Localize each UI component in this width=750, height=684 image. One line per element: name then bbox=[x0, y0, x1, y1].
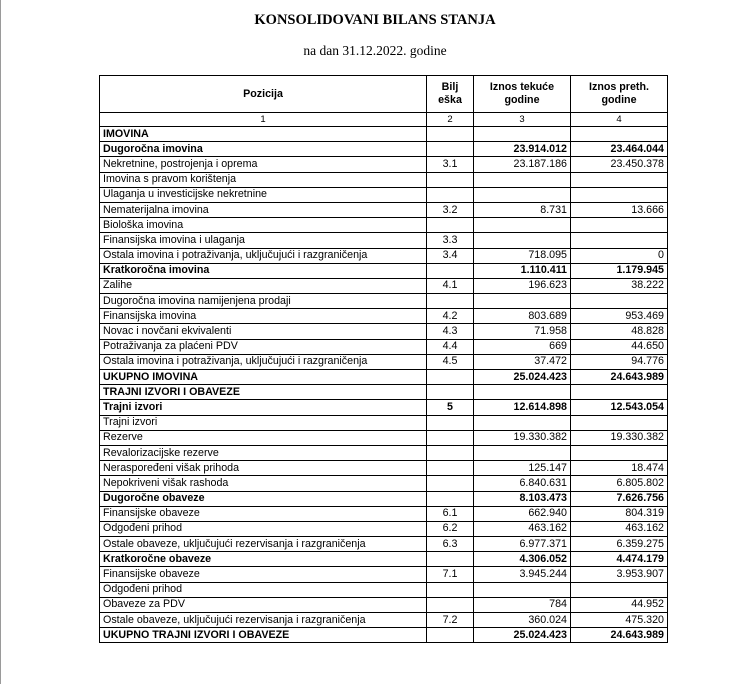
table-row bbox=[100, 324, 668, 339]
row-note bbox=[427, 628, 474, 643]
row-current-amount: 6.840.631 bbox=[474, 476, 571, 491]
table-row bbox=[100, 218, 668, 233]
table-row bbox=[100, 400, 668, 415]
row-label: Finansijska imovina bbox=[100, 309, 427, 324]
row-note: 3.2 bbox=[427, 202, 474, 217]
row-label: Dugoročna imovina bbox=[100, 142, 427, 157]
row-previous-amount: 44.650 bbox=[571, 339, 668, 354]
row-note bbox=[427, 172, 474, 187]
table-row bbox=[100, 491, 668, 506]
row-note bbox=[427, 370, 474, 385]
table-row bbox=[100, 233, 668, 248]
row-label: IMOVINA bbox=[100, 127, 427, 142]
row-current-amount: 718.095 bbox=[474, 248, 571, 263]
row-previous-amount: 7.626.756 bbox=[571, 491, 668, 506]
row-label: Ulaganja u investicijske nekretnine bbox=[100, 187, 427, 202]
row-current-amount: 6.977.371 bbox=[474, 537, 571, 552]
row-current-amount: 3.945.244 bbox=[474, 567, 571, 582]
row-label: Nepokriveni višak rashoda bbox=[100, 476, 427, 491]
row-previous-amount: 24.643.989 bbox=[571, 628, 668, 643]
row-note: 4.2 bbox=[427, 309, 474, 324]
row-label: Revalorizacijske rezerve bbox=[100, 445, 427, 460]
table-row bbox=[100, 157, 668, 172]
row-previous-amount: 6.805.802 bbox=[571, 476, 668, 491]
page-title: KONSOLIDOVANI BILANS STANJA bbox=[254, 12, 496, 28]
table-row bbox=[100, 628, 668, 643]
row-current-amount: 23.187.186 bbox=[474, 157, 571, 172]
table-row bbox=[100, 537, 668, 552]
row-previous-amount bbox=[571, 233, 668, 248]
row-current-amount bbox=[474, 415, 571, 430]
row-note bbox=[427, 430, 474, 445]
table-row bbox=[100, 354, 668, 369]
row-current-amount: 4.306.052 bbox=[474, 552, 571, 567]
column-index: 4 bbox=[571, 113, 668, 127]
column-index: 2 bbox=[427, 113, 474, 127]
row-label: UKUPNO TRAJNI IZVORI I OBAVEZE bbox=[100, 628, 427, 643]
row-label: Zalihe bbox=[100, 278, 427, 293]
row-note bbox=[427, 218, 474, 233]
table-row bbox=[100, 187, 668, 202]
row-label: Trajni izvori bbox=[100, 415, 427, 430]
row-note: 4.5 bbox=[427, 354, 474, 369]
table-row bbox=[100, 415, 668, 430]
row-note: 7.1 bbox=[427, 567, 474, 582]
row-label: Obaveze za PDV bbox=[100, 597, 427, 612]
row-note bbox=[427, 294, 474, 309]
row-current-amount: 803.689 bbox=[474, 309, 571, 324]
table-row bbox=[100, 613, 668, 628]
row-previous-amount: 12.543.054 bbox=[571, 400, 668, 415]
row-label: Biološka imovina bbox=[100, 218, 427, 233]
row-previous-amount: 3.953.907 bbox=[571, 567, 668, 582]
row-note bbox=[427, 476, 474, 491]
row-previous-amount bbox=[571, 445, 668, 460]
row-previous-amount: 94.776 bbox=[571, 354, 668, 369]
row-note bbox=[427, 385, 474, 400]
table-row bbox=[100, 172, 668, 187]
row-note bbox=[427, 127, 474, 142]
table-row bbox=[100, 385, 668, 400]
table-row bbox=[100, 461, 668, 476]
header-note: Bilj eška bbox=[427, 76, 474, 113]
row-previous-amount bbox=[571, 385, 668, 400]
row-current-amount: 463.162 bbox=[474, 521, 571, 536]
row-current-amount bbox=[474, 172, 571, 187]
row-current-amount bbox=[474, 127, 571, 142]
row-note bbox=[427, 597, 474, 612]
row-current-amount: 19.330.382 bbox=[474, 430, 571, 445]
row-note bbox=[427, 415, 474, 430]
row-label: Imovina s pravom korištenja bbox=[100, 172, 427, 187]
row-label: Nematerijalna imovina bbox=[100, 202, 427, 217]
row-label: Dugoročne obaveze bbox=[100, 491, 427, 506]
row-previous-amount: 19.330.382 bbox=[571, 430, 668, 445]
header-current-year: Iznos tekuće godine bbox=[474, 76, 571, 113]
table-body bbox=[100, 127, 668, 643]
row-note: 6.2 bbox=[427, 521, 474, 536]
table-row bbox=[100, 552, 668, 567]
row-note bbox=[427, 582, 474, 597]
row-previous-amount: 24.643.989 bbox=[571, 370, 668, 385]
row-label: Kratkoročne obaveze bbox=[100, 552, 427, 567]
table-row bbox=[100, 278, 668, 293]
table-row bbox=[100, 370, 668, 385]
row-label: Rezerve bbox=[100, 430, 427, 445]
row-previous-amount: 38.222 bbox=[571, 278, 668, 293]
row-current-amount: 662.940 bbox=[474, 506, 571, 521]
row-note bbox=[427, 491, 474, 506]
row-current-amount: 1.110.411 bbox=[474, 263, 571, 278]
row-note: 3.3 bbox=[427, 233, 474, 248]
row-label: Finansijske obaveze bbox=[100, 506, 427, 521]
row-label: Odgođeni prihod bbox=[100, 521, 427, 536]
row-previous-amount bbox=[571, 172, 668, 187]
row-note: 5 bbox=[427, 400, 474, 415]
row-current-amount: 8.731 bbox=[474, 202, 571, 217]
row-label: Trajni izvori bbox=[100, 400, 427, 415]
table-row bbox=[100, 582, 668, 597]
header-row bbox=[100, 76, 668, 113]
table-row bbox=[100, 309, 668, 324]
row-current-amount: 125.147 bbox=[474, 461, 571, 476]
row-label: Odgođeni prihod bbox=[100, 582, 427, 597]
row-note: 6.3 bbox=[427, 537, 474, 552]
row-note: 6.1 bbox=[427, 506, 474, 521]
table-row bbox=[100, 430, 668, 445]
table-row bbox=[100, 202, 668, 217]
row-previous-amount: 953.469 bbox=[571, 309, 668, 324]
row-current-amount: 669 bbox=[474, 339, 571, 354]
row-label: Finansijske obaveze bbox=[100, 567, 427, 582]
row-current-amount bbox=[474, 187, 571, 202]
row-previous-amount: 44.952 bbox=[571, 597, 668, 612]
row-label: TRAJNI IZVORI I OBAVEZE bbox=[100, 385, 427, 400]
row-previous-amount: 6.359.275 bbox=[571, 537, 668, 552]
row-note: 7.2 bbox=[427, 613, 474, 628]
table-row bbox=[100, 445, 668, 460]
row-label: Novac i novčani ekvivalenti bbox=[100, 324, 427, 339]
row-label: Ostala imovina i potraživanja, uključujući i razgraničenja bbox=[100, 354, 427, 369]
row-current-amount: 360.024 bbox=[474, 613, 571, 628]
row-current-amount: 8.103.473 bbox=[474, 491, 571, 506]
row-note bbox=[427, 445, 474, 460]
row-previous-amount: 13.666 bbox=[571, 202, 668, 217]
table-row bbox=[100, 127, 668, 142]
row-label: Ostale obaveze, uključujući rezervisanja i razgraničenja bbox=[100, 537, 427, 552]
table-row bbox=[100, 339, 668, 354]
row-current-amount bbox=[474, 582, 571, 597]
table-row bbox=[100, 476, 668, 491]
table-row bbox=[100, 567, 668, 582]
row-note bbox=[427, 187, 474, 202]
row-current-amount: 25.024.423 bbox=[474, 628, 571, 643]
page-subtitle: na dan 31.12.2022. godine bbox=[303, 43, 447, 58]
row-label: Ostala imovina i potraživanja, uključujući i razgraničenja bbox=[100, 248, 427, 263]
row-previous-amount: 804.319 bbox=[571, 506, 668, 521]
row-previous-amount: 463.162 bbox=[571, 521, 668, 536]
column-index: 3 bbox=[474, 113, 571, 127]
header-previous-year: Iznos preth. godine bbox=[571, 76, 668, 113]
table-row bbox=[100, 521, 668, 536]
column-index: 1 bbox=[100, 113, 427, 127]
table-row bbox=[100, 506, 668, 521]
row-note bbox=[427, 461, 474, 476]
row-previous-amount: 4.474.179 bbox=[571, 552, 668, 567]
page-edge-rule bbox=[0, 0, 1, 684]
row-label: Neraspoređeni višak prihoda bbox=[100, 461, 427, 476]
row-note bbox=[427, 263, 474, 278]
row-label: Potraživanja za plaćeni PDV bbox=[100, 339, 427, 354]
row-note: 4.3 bbox=[427, 324, 474, 339]
row-label: Kratkoročna imovina bbox=[100, 263, 427, 278]
row-previous-amount bbox=[571, 187, 668, 202]
row-label: Dugoročna imovina namijenjena prodaji bbox=[100, 294, 427, 309]
table-row bbox=[100, 248, 668, 263]
column-index-row bbox=[100, 113, 668, 127]
row-label: Finansijska imovina i ulaganja bbox=[100, 233, 427, 248]
row-previous-amount: 23.464.044 bbox=[571, 142, 668, 157]
row-current-amount: 71.958 bbox=[474, 324, 571, 339]
row-previous-amount: 23.450.378 bbox=[571, 157, 668, 172]
row-current-amount bbox=[474, 218, 571, 233]
table-row bbox=[100, 294, 668, 309]
row-note: 4.1 bbox=[427, 278, 474, 293]
row-label: Nekretnine, postrojenja i oprema bbox=[100, 157, 427, 172]
row-label: UKUPNO IMOVINA bbox=[100, 370, 427, 385]
row-note: 3.4 bbox=[427, 248, 474, 263]
row-previous-amount: 1.179.945 bbox=[571, 263, 668, 278]
row-previous-amount bbox=[571, 415, 668, 430]
row-current-amount: 37.472 bbox=[474, 354, 571, 369]
table-row bbox=[100, 597, 668, 612]
row-current-amount: 23.914.012 bbox=[474, 142, 571, 157]
row-previous-amount: 48.828 bbox=[571, 324, 668, 339]
row-current-amount bbox=[474, 233, 571, 248]
row-previous-amount bbox=[571, 218, 668, 233]
row-previous-amount bbox=[571, 294, 668, 309]
row-current-amount bbox=[474, 294, 571, 309]
row-previous-amount: 0 bbox=[571, 248, 668, 263]
row-current-amount: 12.614.898 bbox=[474, 400, 571, 415]
row-note bbox=[427, 142, 474, 157]
row-previous-amount bbox=[571, 582, 668, 597]
balance-sheet-table bbox=[99, 75, 668, 643]
table-row bbox=[100, 142, 668, 157]
row-note bbox=[427, 552, 474, 567]
table-row bbox=[100, 263, 668, 278]
row-previous-amount: 18.474 bbox=[571, 461, 668, 476]
row-label: Ostale obaveze, uključujući rezervisanja i razgraničenja bbox=[100, 613, 427, 628]
header-position: Pozicija bbox=[100, 76, 427, 113]
row-note: 3.1 bbox=[427, 157, 474, 172]
row-current-amount: 25.024.423 bbox=[474, 370, 571, 385]
row-note: 4.4 bbox=[427, 339, 474, 354]
row-current-amount: 784 bbox=[474, 597, 571, 612]
row-current-amount: 196.623 bbox=[474, 278, 571, 293]
row-current-amount bbox=[474, 445, 571, 460]
row-current-amount bbox=[474, 385, 571, 400]
row-previous-amount: 475.320 bbox=[571, 613, 668, 628]
row-previous-amount bbox=[571, 127, 668, 142]
